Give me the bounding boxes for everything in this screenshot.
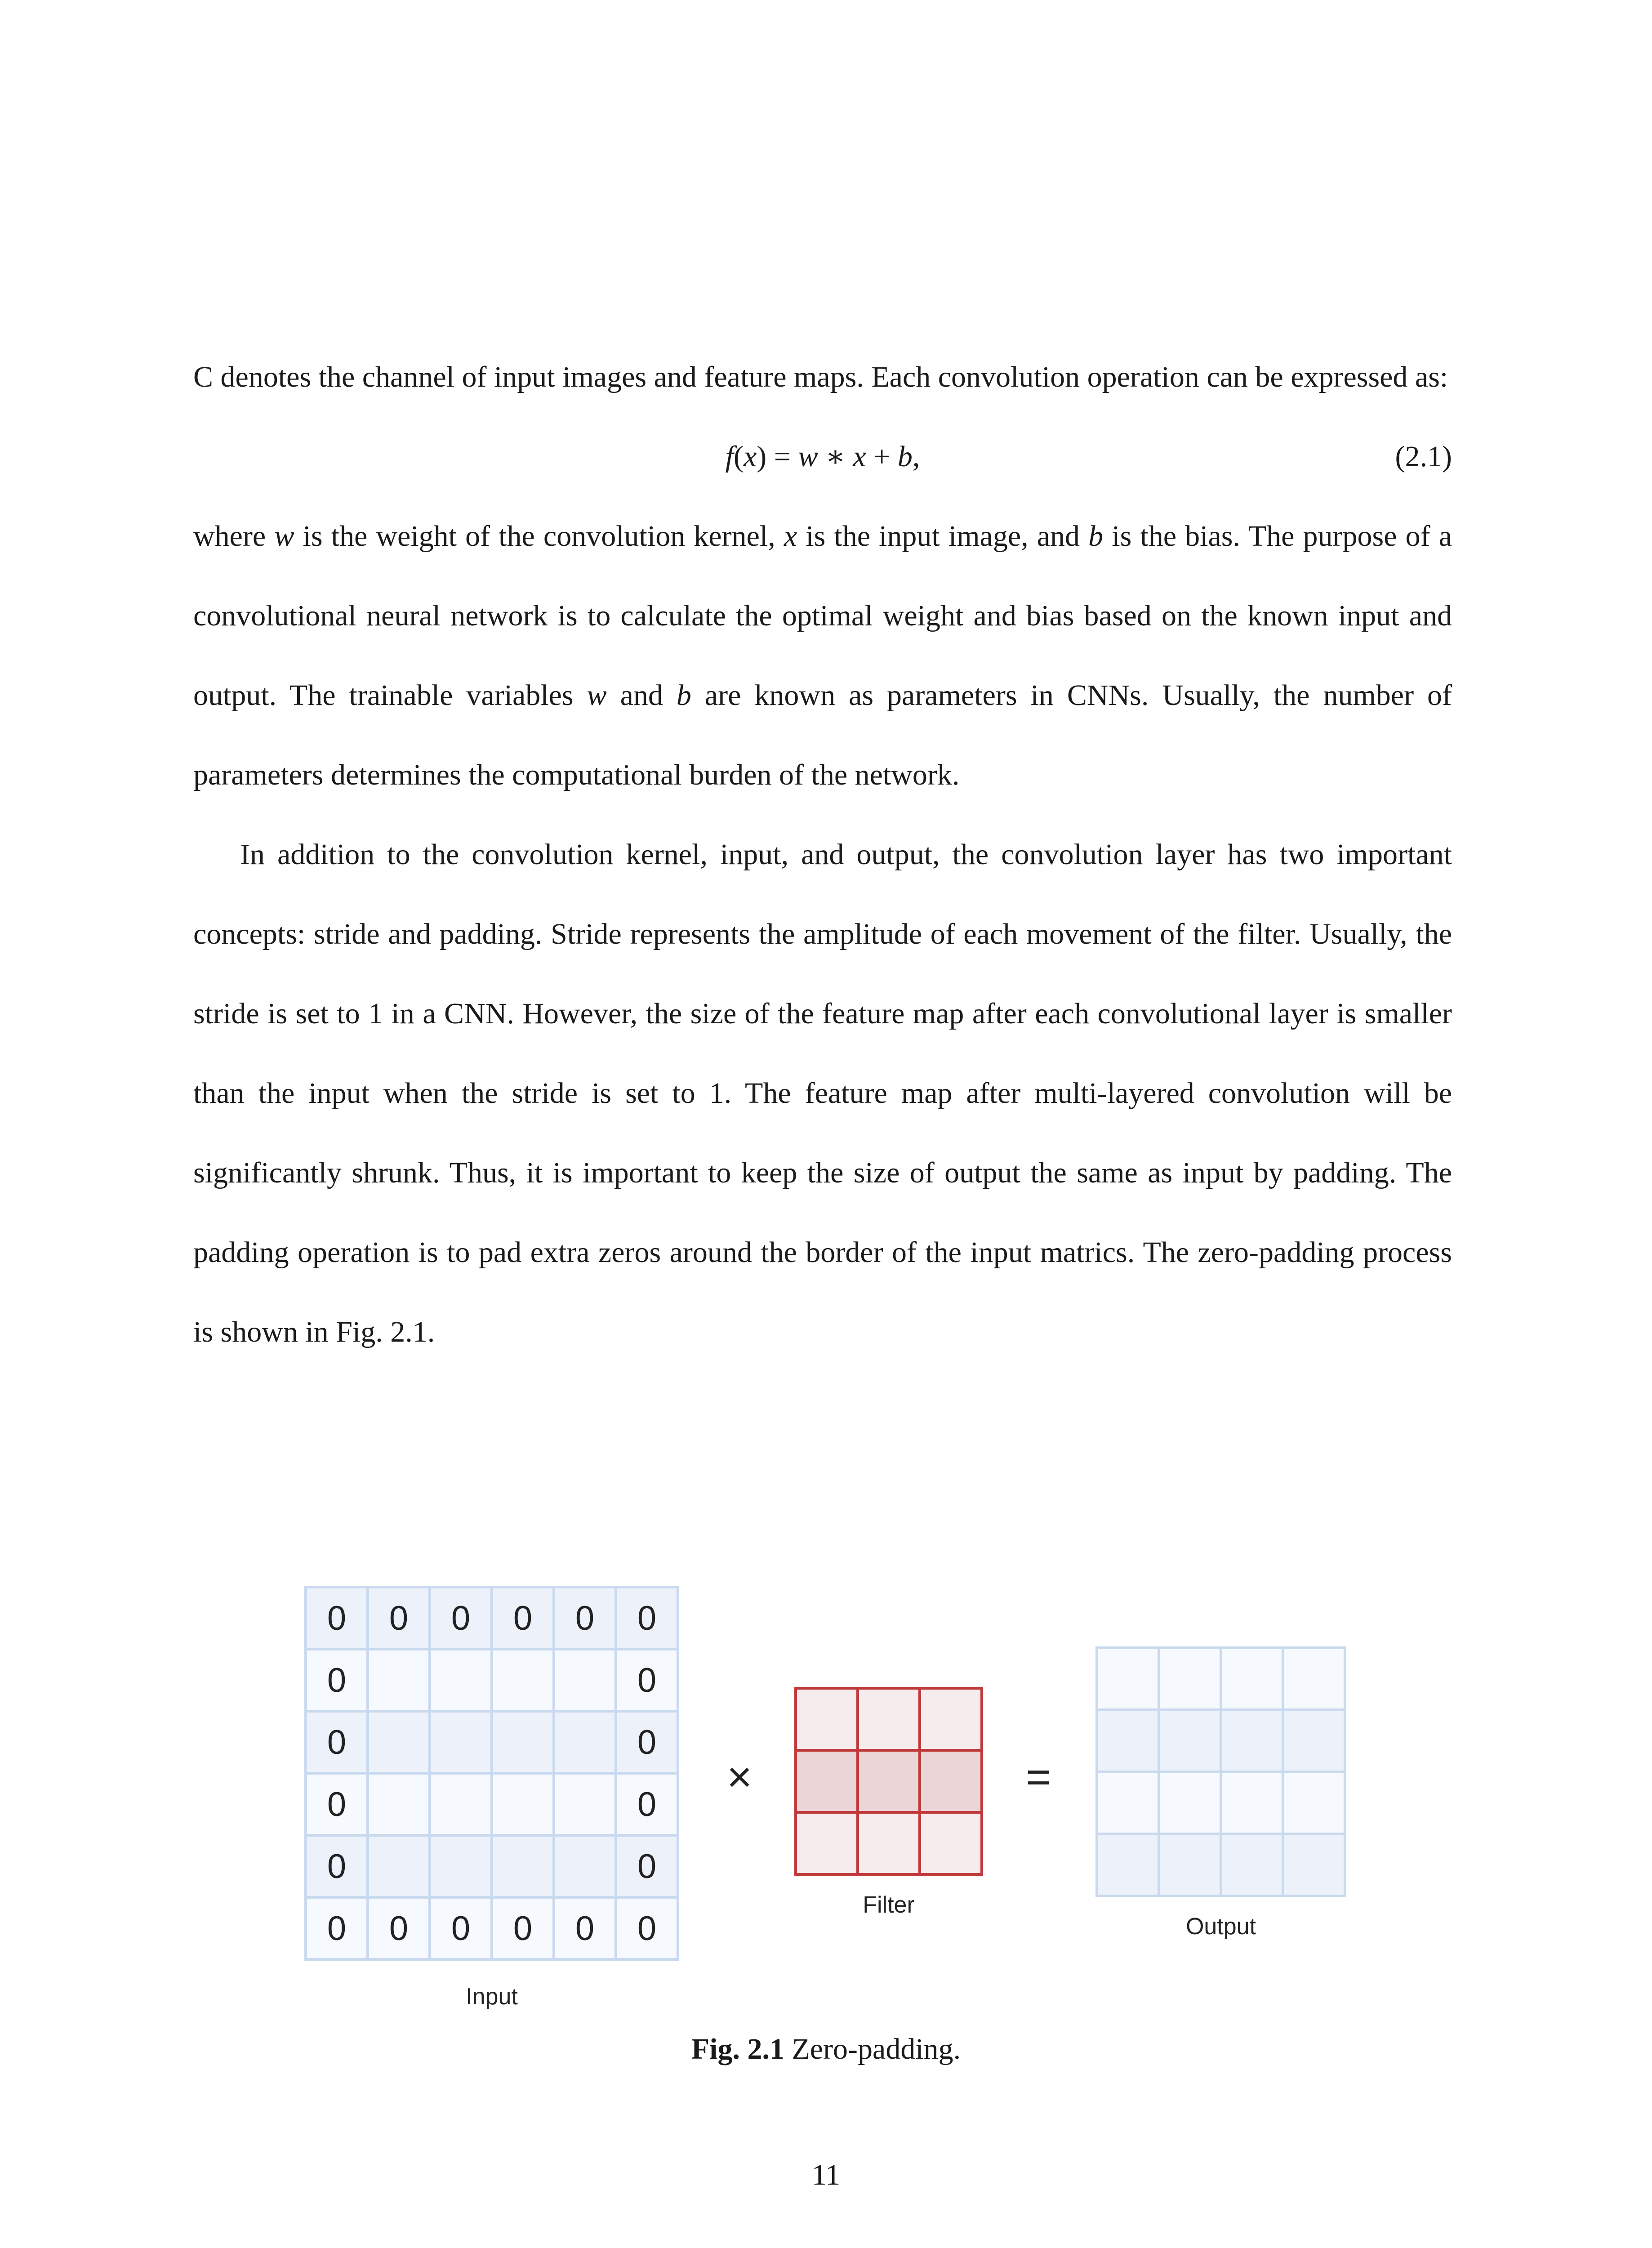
filter-cell [796,1688,858,1750]
eq-comma: , [912,440,920,473]
input-padding-zero: 0 [327,1599,347,1637]
input-padding-zero: 0 [637,1785,657,1824]
input-padding-zero: 0 [637,1661,657,1699]
input-cell [368,1711,430,1773]
input-cell [492,1711,554,1773]
filter-cell [920,1812,982,1874]
filter-cell [920,1688,982,1750]
p2-x: x [784,520,797,553]
multiply-symbol: × [726,1753,753,1801]
output-cell [1221,1834,1283,1896]
filter-cell [796,1750,858,1812]
output-cell [1159,1648,1221,1710]
filter-cell [920,1750,982,1812]
output-cell [1221,1710,1283,1772]
output-cell [1097,1772,1159,1834]
input-padding-zero: 0 [327,1847,347,1886]
input-cell [430,1773,492,1835]
eq-op1: ∗ [818,440,853,473]
input-padding-zero: 0 [637,1599,657,1637]
input-cell [368,1773,430,1835]
filter-cell [858,1688,920,1750]
filter-cell [858,1812,920,1874]
output-cell [1097,1648,1159,1710]
input-padding-zero: 0 [327,1661,347,1699]
input-cell [430,1711,492,1773]
input-padding-zero: 0 [513,1599,533,1637]
p2-w: w [274,520,294,553]
input-padding-zero: 0 [327,1785,347,1824]
figure-caption [0,2032,1652,2066]
input-cell [430,1835,492,1897]
caption-text: Zero-padding. [784,2033,961,2065]
equation-body [193,417,1452,496]
output-cell [1097,1834,1159,1896]
output-cell [1283,1772,1345,1834]
equation-number: (2.1) [1395,440,1452,473]
input-cell [430,1649,492,1711]
p2-t6: are known as parameters in CNNs. Usually, the number of parameters determines the computational burden of the network. [193,679,1452,791]
equals-symbol: = [1025,1753,1051,1801]
output-cell [1221,1772,1283,1834]
output-label: Output [1185,1913,1256,1940]
eq-x: x [853,440,866,473]
input-cell [554,1773,616,1835]
p2-t2: is the weight of the convolution kernel, [294,520,784,553]
output-cell [1283,1648,1345,1710]
output-cell [1097,1710,1159,1772]
body-text [193,337,1452,1372]
input-padding-zero: 0 [327,1723,347,1762]
input-padding-zero: 0 [327,1909,347,1948]
output-cell [1283,1834,1345,1896]
input-cell [492,1773,554,1835]
input-cell [554,1835,616,1897]
input-padding-zero: 0 [637,1909,657,1948]
input-padding-zero: 0 [637,1847,657,1886]
eq-op2: + [866,440,898,473]
caption-label: Fig. 2.1 [691,2033,784,2065]
filter-cell [796,1812,858,1874]
input-padding-zero: 0 [389,1909,409,1948]
zero-padding-figure [0,1574,1652,2023]
p2-b: b [1088,520,1104,553]
p2-t5: and [606,679,677,712]
eq-arg: x [743,440,757,473]
paragraph-1: C denotes the channel of input images and feature maps. Each convolution operation can be expressed as: [193,361,1448,393]
filter-cell [858,1750,920,1812]
input-padding-zero: 0 [575,1599,595,1637]
output-cell [1221,1648,1283,1710]
filter-label: Filter [863,1892,915,1918]
eq-paren-close: ) [757,440,767,473]
input-cell [554,1711,616,1773]
input-cell [492,1835,554,1897]
input-padding-zero: 0 [451,1599,471,1637]
input-cell [554,1649,616,1711]
input-cell [368,1835,430,1897]
output-cell [1283,1710,1345,1772]
input-cell [368,1649,430,1711]
p2-t1: where [193,520,275,553]
eq-paren-open: ( [733,440,744,473]
input-padding-zero: 0 [637,1723,657,1762]
input-padding-zero: 0 [389,1599,409,1637]
input-padding-zero: 0 [575,1909,595,1948]
p2-t4: is the bias. The purpose of a convolutional neural network is to calculate the optimal weight and bias based on the known input and output. The trainable variables [193,520,1452,712]
output-cell [1159,1772,1221,1834]
input-cell [492,1649,554,1711]
eq-equals: = [766,440,798,473]
output-cell [1159,1710,1221,1772]
eq-f: f [725,440,734,473]
paragraph-3: In addition to the convolution kernel, input, and output, the convolution layer has two important concepts: stride and padding. Stride represents the amplitude of each movement of the filter. Usually, the stride is set to 1 in a CNN. However, the size of the feature map after each convolutional layer is smaller than the input when the stride is set to 1. The feature map after multi-layered convolution will be significantly shrunk. Thus, it is important to keep the size of output the same as input by padding. The padding operation is to pad extra zeros around the border of the input matrics. The zero-padding process is shown in Fig. 2.1. [193,838,1452,1348]
eq-b: b [897,440,913,473]
eq-w: w [798,440,818,473]
input-padding-zero: 0 [451,1909,471,1948]
input-label: Input [466,1984,518,2010]
p2-w2: w [587,679,607,712]
page-number: 11 [811,2159,841,2191]
p2-b2: b [676,679,691,712]
output-cell [1159,1834,1221,1896]
p2-t3: is the input image, and [797,520,1089,553]
paragraph-2 [193,496,1452,815]
input-padding-zero: 0 [513,1909,533,1948]
equation-2-1 [193,417,1452,496]
